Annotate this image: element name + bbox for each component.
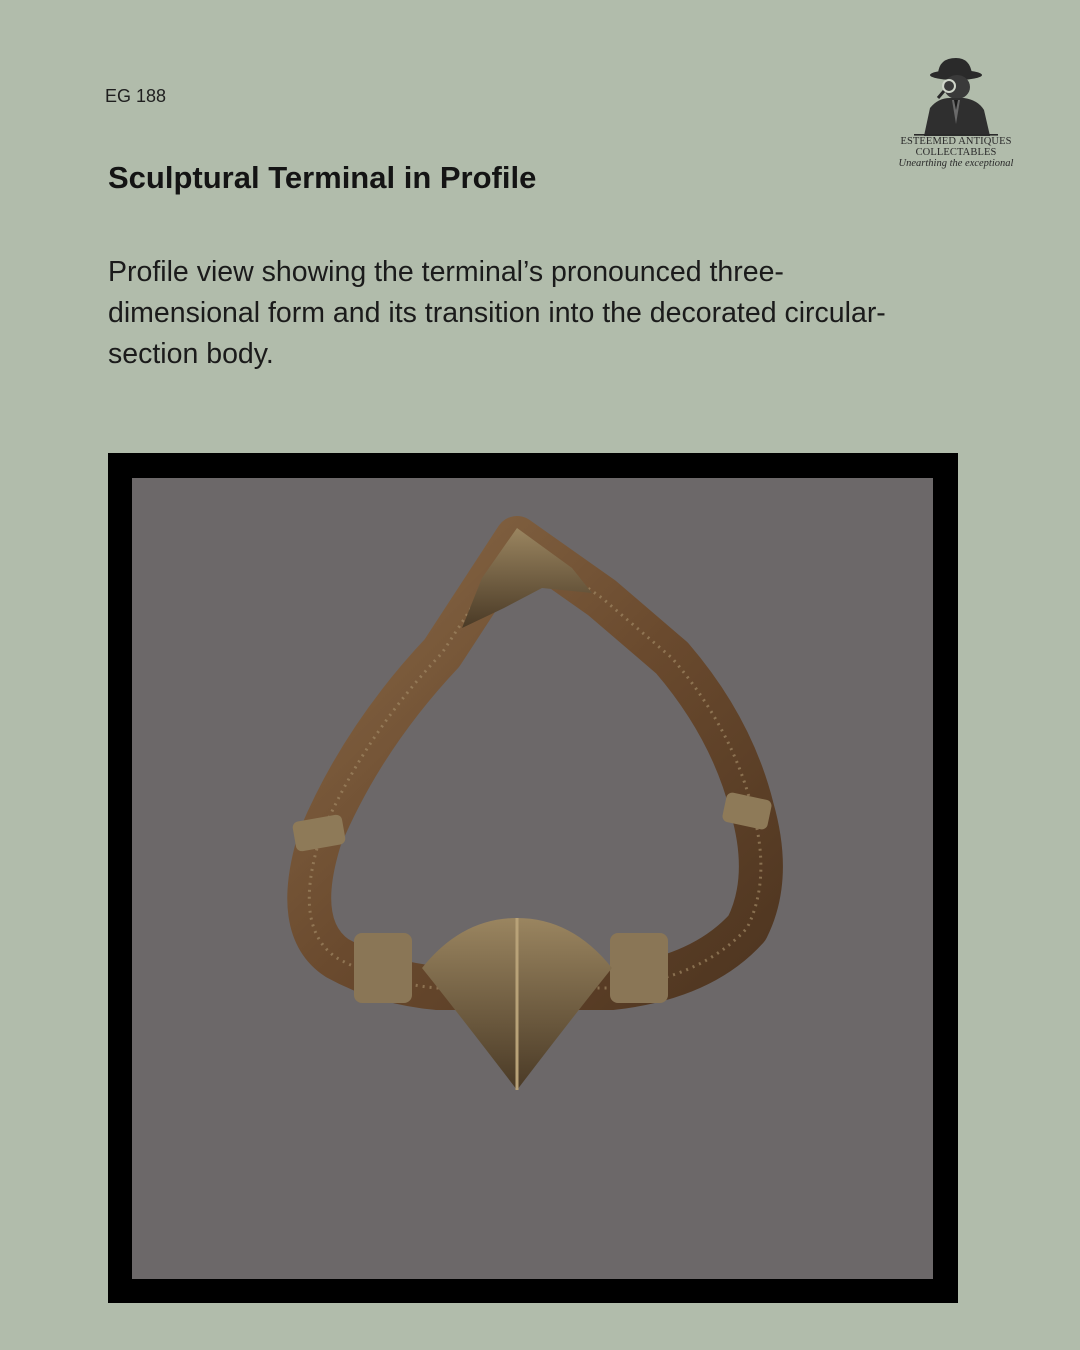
- detective-icon: [908, 52, 1004, 136]
- item-description: Profile view showing the terminal’s pronounced three-dimensional form and its transition into the decorated circular-section body.: [108, 256, 886, 370]
- brand-logo: [888, 52, 1024, 180]
- brand-name-line2: COLLECTABLES: [915, 147, 997, 158]
- photo-frame: [108, 453, 958, 1303]
- brand-name-line1: ESTEEMED ANTIQUES: [900, 136, 1012, 147]
- bronze-bracelet-icon: [132, 478, 933, 1279]
- product-photo: [132, 478, 933, 1279]
- page-title: Sculptural Terminal in Profile: [108, 160, 537, 195]
- brand-tagline: Unearthing the exceptional: [898, 158, 1014, 169]
- item-reference: EG 188: [105, 86, 167, 106]
